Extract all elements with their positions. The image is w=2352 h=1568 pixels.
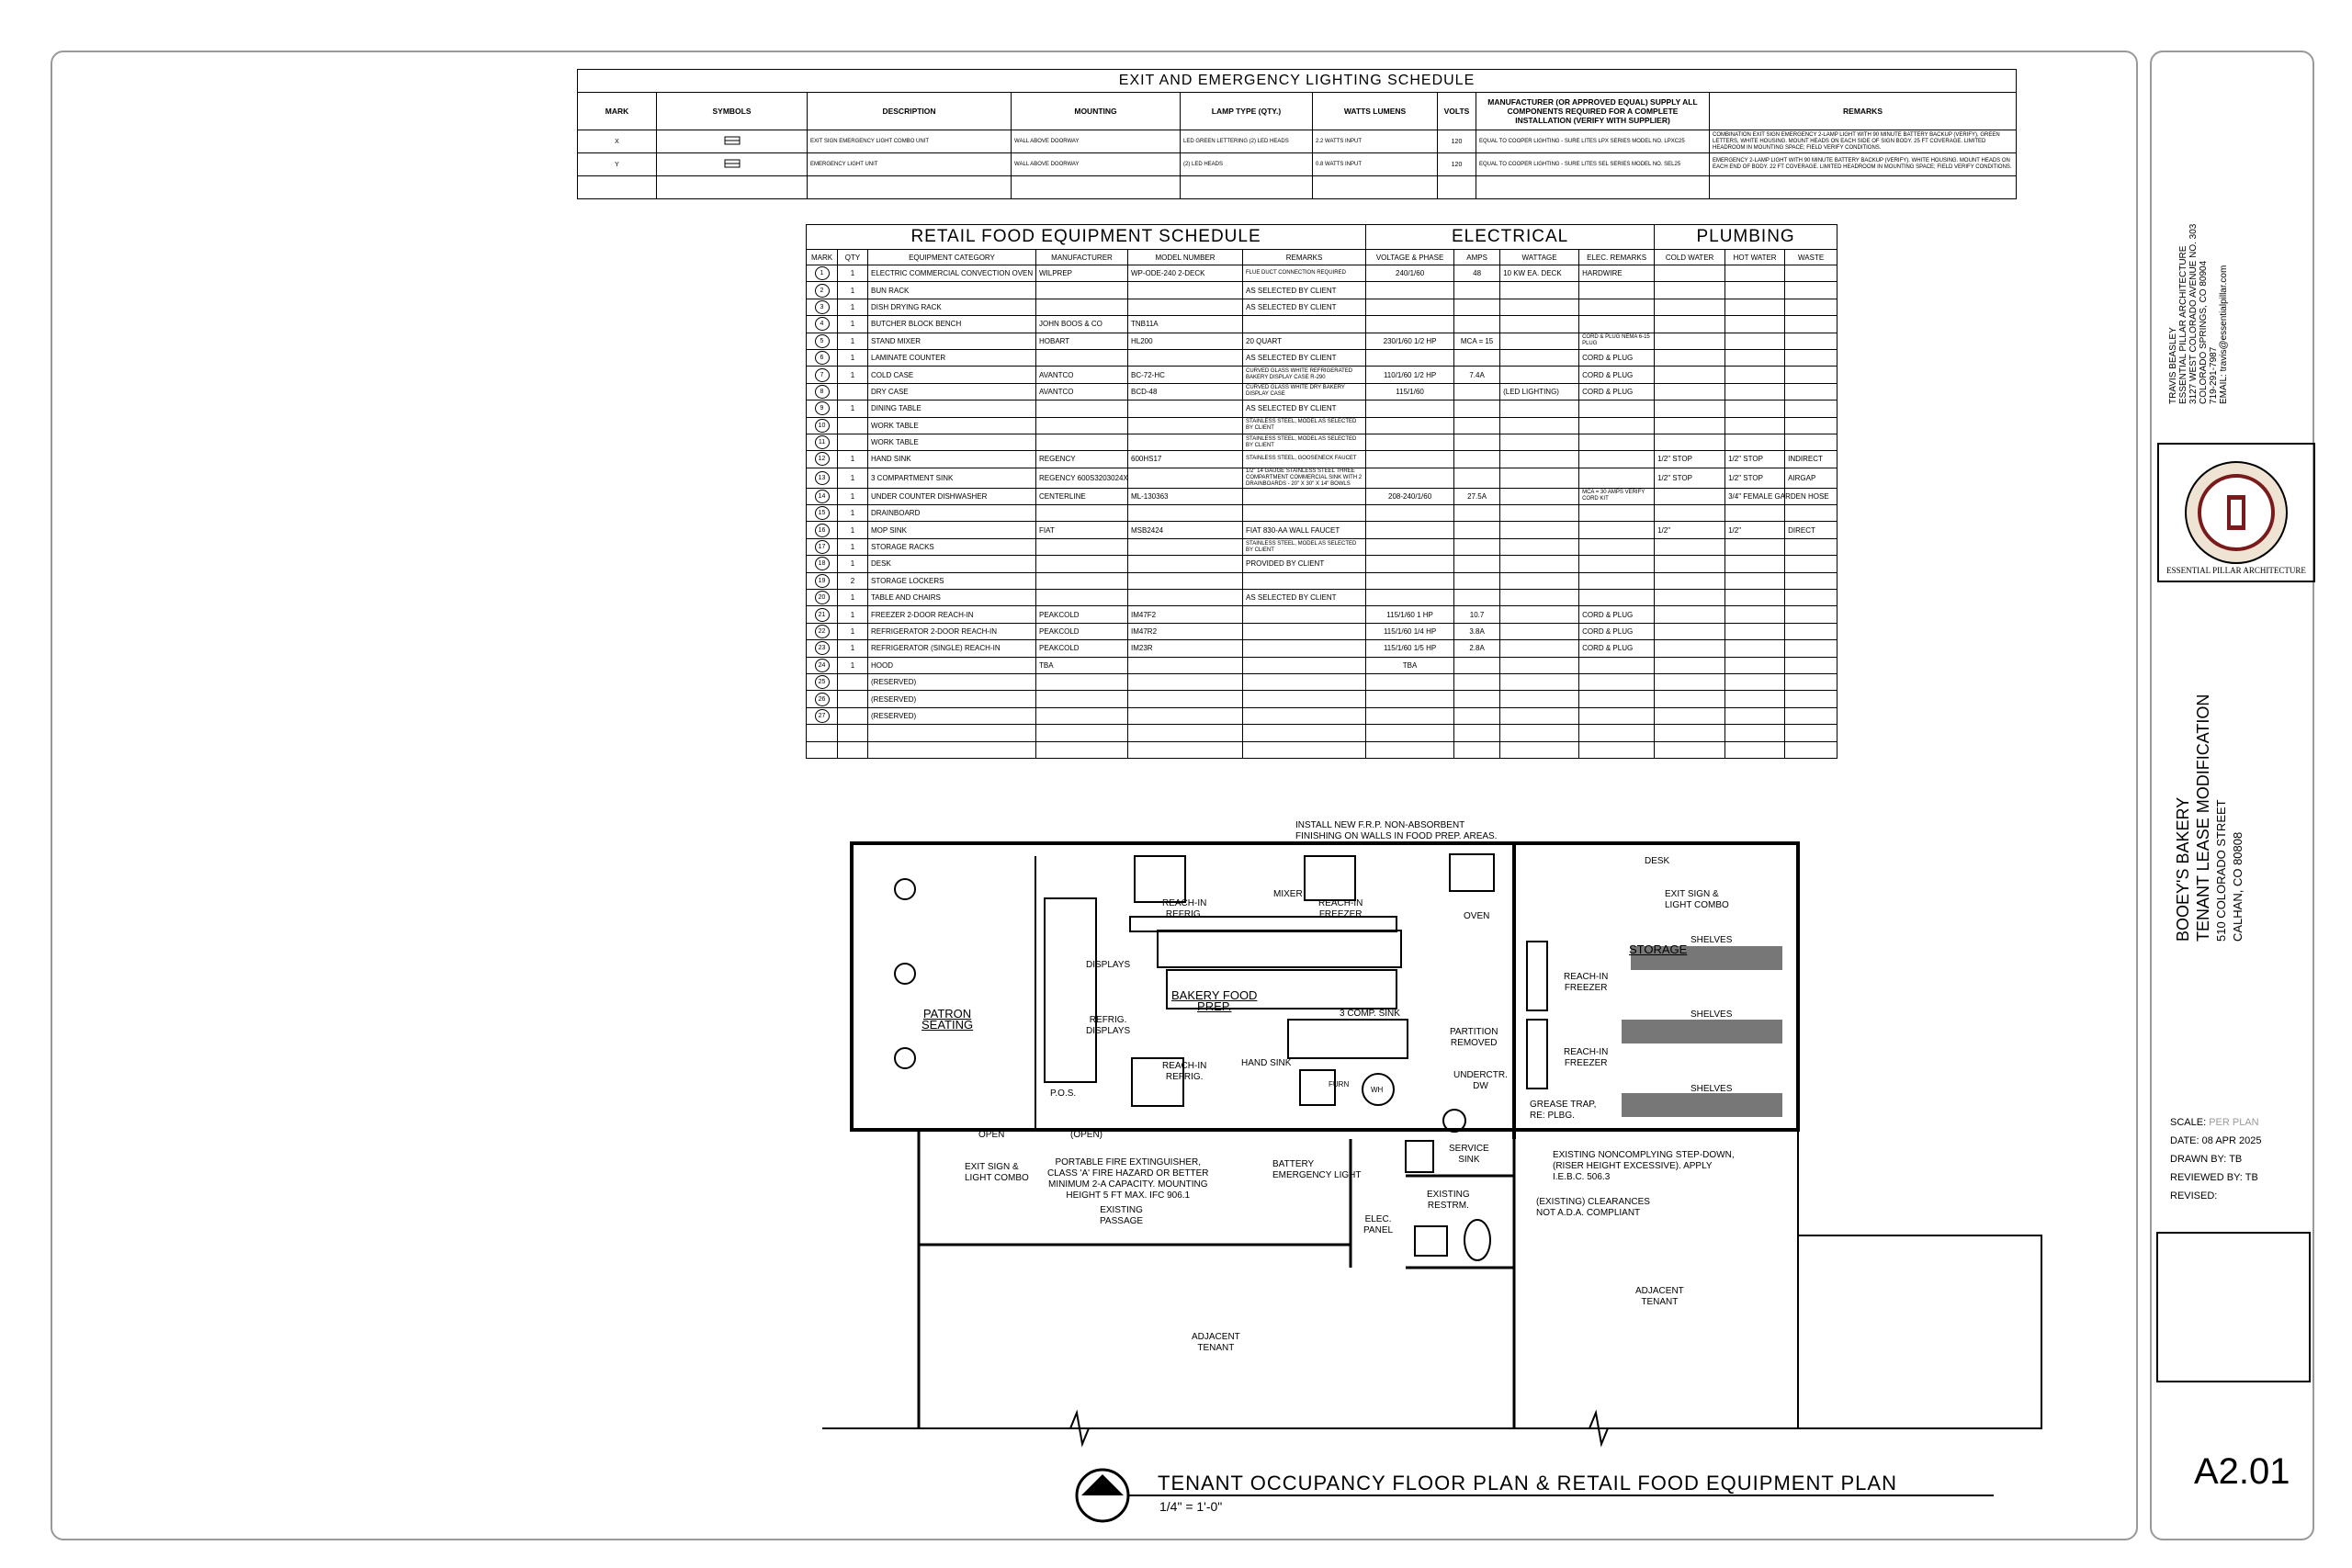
exit-cell-volts: 120 xyxy=(1438,153,1476,176)
equipment-mark: 15 xyxy=(815,506,830,520)
clearance-note: (EXISTING) CLEARANCES NOT A.D.A. COMPLIANT xyxy=(1536,1197,1650,1218)
exit-cell-mfr: EQUAL TO COOPER LIGHTING - SURE LITES LPX SERIES MODEL NO. LPXC25 xyxy=(1476,130,1710,153)
adjacent-building xyxy=(1798,1235,2041,1428)
electrical-title: ELECTRICAL xyxy=(1366,225,1655,250)
equipment-cell: 1 xyxy=(838,468,868,488)
refrig-displays-label: REFRIG. DISPLAYS xyxy=(1086,1015,1131,1036)
equipment-cell: CORD & PLUG xyxy=(1579,640,1655,657)
equipment-cell: 1 xyxy=(838,265,868,282)
equipment-cell: 1 xyxy=(838,451,868,468)
equipment-cell: AVANTCO xyxy=(1036,367,1128,383)
equipment-cell: 1 xyxy=(838,333,868,349)
equipment-cell: 2 xyxy=(838,572,868,589)
battery-light-note: BATTERY EMERGENCY LIGHT xyxy=(1272,1159,1362,1180)
food-header-cell: HOT WATER xyxy=(1725,250,1785,265)
equipment-cell: 1 xyxy=(838,282,868,299)
equipment-cell: AS SELECTED BY CLIENT xyxy=(1243,299,1366,315)
equipment-cell: 1 xyxy=(838,657,868,673)
equipment-mark: 1 xyxy=(815,266,830,280)
equipment-cell: 3.8A xyxy=(1454,623,1500,639)
equipment-cell: TBA xyxy=(1036,657,1128,673)
equipment-mark: 27 xyxy=(815,709,830,723)
equipment-cell: AS SELECTED BY CLIENT xyxy=(1243,590,1366,606)
equipment-cell: PEAKCOLD xyxy=(1036,640,1128,657)
equipment-cell: ML-130363 xyxy=(1128,488,1243,504)
equipment-cell: FIAT 830-AA WALL FAUCET xyxy=(1243,522,1366,538)
project-type: TENANT LEASE MODIFICATION xyxy=(2194,694,2212,942)
equipment-cell: CORD & PLUG xyxy=(1579,623,1655,639)
equipment-cell: (RESERVED) xyxy=(868,691,1036,707)
equipment-cell: CORD & PLUG xyxy=(1579,606,1655,623)
logo-frame xyxy=(2157,443,2315,582)
equipment-cell: AVANTCO xyxy=(1036,383,1128,400)
food-header-cell: ELEC. REMARKS xyxy=(1579,250,1655,265)
equipment-mark: 26 xyxy=(815,693,830,706)
equipment-cell: HOBART xyxy=(1036,333,1128,349)
three-comp-sink-label: 3 COMP. SINK xyxy=(1340,1009,1400,1019)
equipment-mark: 18 xyxy=(815,557,830,570)
equipment-cell: 3/4" FEMALE GARDEN HOSE xyxy=(1725,488,1785,504)
existing-passage-label: EXISTING PASSAGE xyxy=(1100,1205,1144,1226)
equipment-cell: UNDER COUNTER DISHWASHER xyxy=(868,488,1036,504)
equipment-cell: FREEZER 2-DOOR REACH-IN xyxy=(868,606,1036,623)
equipment-cell: STORAGE RACKS xyxy=(868,538,1036,555)
equipment-cell: 115/1/60 1 HP xyxy=(1366,606,1454,623)
equipment-cell: PEAKCOLD xyxy=(1036,606,1128,623)
reach-in-freezer-label-2: REACH-IN FREEZER xyxy=(1564,972,1609,993)
exit-combo-label-entry: EXIT SIGN & LIGHT COMBO xyxy=(965,1162,1029,1183)
storage-locker-1 xyxy=(1527,942,1547,1010)
equipment-cell: 115/1/60 xyxy=(1366,383,1454,400)
equipment-cell: DISH DRYING RACK xyxy=(868,299,1036,315)
equipment-mark: 16 xyxy=(815,524,830,537)
equipment-cell: 1/2" STOP xyxy=(1725,451,1785,468)
open-label-1: OPEN xyxy=(978,1130,1005,1140)
equipment-cell: 115/1/60 1/5 HP xyxy=(1366,640,1454,657)
extinguisher-note: PORTABLE FIRE EXTINGUISHER, CLASS 'A' FIRE HAZARD OR BETTER MINIMUM 2-A CAPACITY. MOUNTING HEIGHT 5 FT MAX. IFC 906.1 xyxy=(1047,1157,1209,1201)
reach-in-refrig-1 xyxy=(1135,856,1185,902)
equipment-mark: 19 xyxy=(815,574,830,588)
equipment-cell: MCA = 30 AMPS VERIFY CORD KIT xyxy=(1579,488,1655,504)
food-schedule-title: RETAIL FOOD EQUIPMENT SCHEDULE xyxy=(807,225,1366,250)
hand-sink-label: HAND SINK xyxy=(1241,1058,1292,1068)
three-comp-sink-fixture xyxy=(1288,1020,1408,1058)
work-table xyxy=(1158,931,1401,967)
project-info xyxy=(2173,694,2246,942)
exit-cell-desc: EXIT SIGN EMERGENCY LIGHT COMBO UNIT xyxy=(808,130,1012,153)
equipment-cell: AS SELECTED BY CLIENT xyxy=(1243,282,1366,299)
equipment-cell: CURVED GLASS WHITE REFRIGERATED BAKERY DISPLAY CASE R-290 xyxy=(1243,367,1366,383)
shelves-label-2: SHELVES xyxy=(1690,1010,1733,1020)
equipment-cell: BUTCHER BLOCK BENCH xyxy=(868,316,1036,333)
exit-header-cell: DESCRIPTION xyxy=(808,93,1012,130)
exit-cell-mount: WALL ABOVE DOORWAY xyxy=(1012,153,1181,176)
equipment-mark: 10 xyxy=(815,419,830,433)
food-header-cell: EQUIPMENT CATEGORY xyxy=(868,250,1036,265)
equipment-cell: AS SELECTED BY CLIENT xyxy=(1243,400,1366,417)
equipment-cell: TNB11A xyxy=(1128,316,1243,333)
equipment-cell: TBA xyxy=(1366,657,1454,673)
svg-text:ESSENTIAL PILLAR ARCHITECTURE: ESSENTIAL PILLAR ARCHITECTURE xyxy=(2166,566,2306,575)
equipment-cell: WORK TABLE xyxy=(868,434,1036,450)
firm-info: TRAVIS BEASLEY ESSENTIAL PILLAR ARCHITECTURE 3127 WEST COLORADO AVENUE NO. 303 COLORADO SPRINGS, CO 80904 719-291-7987 EMAIL: travis@essentialpillar.com xyxy=(2168,223,2229,404)
food-header-cell: MARK xyxy=(807,250,838,265)
equipment-cell: IM23R xyxy=(1128,640,1243,657)
equipment-cell: 1/2" STOP xyxy=(1655,451,1725,468)
equipment-cell: CORD & PLUG NEMA 6-15 PLUG xyxy=(1579,333,1655,349)
oven-label: OVEN xyxy=(1464,911,1490,921)
exit-cell-watts: 2.2 WATTS INPUT xyxy=(1313,130,1438,153)
stamp-box xyxy=(2156,1232,2311,1382)
equipment-cell: STAINLESS STEEL, GOOSENECK FAUCET xyxy=(1243,451,1366,468)
shelves-label-1: SHELVES xyxy=(1690,935,1733,945)
equipment-cell: DRAINBOARD xyxy=(868,505,1036,522)
equipment-mark: 20 xyxy=(815,591,830,604)
firm-logo-icon xyxy=(2159,445,2313,581)
exit-schedule-title: EXIT AND EMERGENCY LIGHTING SCHEDULE xyxy=(578,70,2017,93)
equipment-cell: CURVED GLASS WHITE DRY BAKERY DISPLAY CASE xyxy=(1243,383,1366,400)
equipment-cell: 1 xyxy=(838,299,868,315)
equipment-cell: 1 xyxy=(838,349,868,366)
equipment-cell: 3 COMPARTMENT SINK xyxy=(868,468,1036,488)
project-name: BOOEY'S BAKERY xyxy=(2174,796,2192,942)
adjacent-tenant-label-1: ADJACENT TENANT xyxy=(1192,1332,1240,1353)
equipment-cell: 1 xyxy=(838,538,868,555)
pos-label: P.O.S. xyxy=(1050,1089,1077,1099)
equipment-mark: 2 xyxy=(815,284,830,298)
equipment-cell: 240/1/60 xyxy=(1366,265,1454,282)
equipment-mark: 7 xyxy=(815,368,830,382)
equipment-cell: 1 xyxy=(838,488,868,504)
display-counter xyxy=(1045,898,1096,1082)
equipment-cell: 600HS17 xyxy=(1128,451,1243,468)
scale-value: PER PLAN xyxy=(2209,1117,2259,1128)
equipment-cell: 1 xyxy=(838,556,868,572)
equipment-cell: IM47F2 xyxy=(1128,606,1243,623)
equipment-cell: 1 xyxy=(838,522,868,538)
shelf-unit-2 xyxy=(1622,1020,1782,1043)
equipment-cell: FIAT xyxy=(1036,522,1128,538)
restroom-lavatory xyxy=(1415,1226,1447,1256)
exit-cell-remarks: COMBINATION EXIT SIGN EMERGENCY 2-LAMP LIGHT WITH 90 MINUTE BATTERY BACKUP (VERIFY), GREEN LETTERS, WHITE HOUSING. MOUNT HEADS ON EACH SIDE OF SIGN BODY. 25 FT COVERAGE. LIMITED HEADROOM IN MOUNTING SPACE; FIELD VERIFY CONDITIONS. xyxy=(1710,130,2017,153)
equipment-cell: BUN RACK xyxy=(868,282,1036,299)
equipment-cell: WORK TABLE xyxy=(868,417,1036,434)
equipment-cell: REGENCY xyxy=(1036,451,1128,468)
drawn-value: TB xyxy=(2229,1154,2243,1165)
equipment-cell: DRY CASE xyxy=(868,383,1036,400)
equipment-cell: WILPREP xyxy=(1036,265,1128,282)
grease-trap-note: GREASE TRAP, RE: PLBG. xyxy=(1530,1100,1597,1121)
equipment-cell: 10.7 xyxy=(1454,606,1500,623)
equipment-mark: 24 xyxy=(815,659,830,672)
food-header-cell: MANUFACTURER xyxy=(1036,250,1128,265)
equipment-cell: 7.4A xyxy=(1454,367,1500,383)
dining-table-2 xyxy=(895,964,915,984)
equipment-cell: STAINLESS STEEL, MODEL AS SELECTED BY CLIENT xyxy=(1243,417,1366,434)
frp-note: INSTALL NEW F.R.P. NON-ABSORBENT FINISHING ON WALLS IN FOOD PREP. AREAS. xyxy=(1295,820,1498,841)
food-header-cell: COLD WATER xyxy=(1655,250,1725,265)
plumbing-title: PLUMBING xyxy=(1655,225,1838,250)
sheet-number: A2.01 xyxy=(2194,1451,2290,1492)
open-label-2: (OPEN) xyxy=(1070,1130,1102,1140)
equipment-cell: ELECTRIC COMMERCIAL CONVECTION OVEN xyxy=(868,265,1036,282)
equipment-cell: 1 xyxy=(838,606,868,623)
equipment-cell: 2.8A xyxy=(1454,640,1500,657)
equipment-cell: IM47R2 xyxy=(1128,623,1243,639)
displays-label: DISPLAYS xyxy=(1086,960,1131,970)
equipment-cell: HOOD xyxy=(868,657,1036,673)
exit-cell-lamp: (2) LED HEADS xyxy=(1181,153,1313,176)
equipment-cell: HAND SINK xyxy=(868,451,1036,468)
bakery-prep-label: BAKERY FOOD PREP. xyxy=(1171,988,1258,1013)
equipment-mark: 5 xyxy=(815,334,830,348)
sheet-info: SCALE: PER PLAN DATE: 08 APR 2025 DRAWN BY: TB REVIEWED BY: TB REVISED: xyxy=(2170,1117,2262,1201)
equipment-cell: 10 KW EA. DECK xyxy=(1500,265,1579,282)
equipment-mark: 9 xyxy=(815,401,830,415)
project-address-2: CALHAN, CO 80808 xyxy=(2231,831,2245,942)
equipment-cell: 208-240/1/60 xyxy=(1366,488,1454,504)
equipment-cell: 1 xyxy=(838,367,868,383)
equipment-cell: 230/1/60 1/2 HP xyxy=(1366,333,1454,349)
equipment-cell: 1/2" 14 GAUGE STAINLESS STEEL THREE COMPARTMENT COMMERCIAL SINK WITH 2 DRAINBOARDS - 20" X 30" X 14" BOWLS xyxy=(1243,468,1366,488)
equipment-cell: 1/2" xyxy=(1655,522,1725,538)
equipment-cell: STAND MIXER xyxy=(868,333,1036,349)
equipment-mark: 17 xyxy=(815,540,830,554)
exit-cell-volts: 120 xyxy=(1438,130,1476,153)
equipment-cell: STORAGE LOCKERS xyxy=(868,572,1036,589)
equipment-cell: (RESERVED) xyxy=(868,707,1036,724)
equipment-cell: JOHN BOOS & CO xyxy=(1036,316,1128,333)
equipment-cell: HL200 xyxy=(1128,333,1243,349)
equipment-mark: 4 xyxy=(815,317,830,331)
exit-header-cell: REMARKS xyxy=(1710,93,2017,130)
equipment-cell: CORD & PLUG xyxy=(1579,367,1655,383)
equipment-mark: 25 xyxy=(815,675,830,689)
equipment-cell: FLUE DUCT CONNECTION REQUIRED xyxy=(1243,265,1366,282)
equipment-cell: REFRIGERATOR (SINGLE) REACH-IN xyxy=(868,640,1036,657)
equipment-cell: (LED LIGHTING) xyxy=(1500,383,1579,400)
equipment-cell: 1 xyxy=(838,505,868,522)
furn-label: FURN xyxy=(1329,1080,1350,1089)
exit-cell-mount: WALL ABOVE DOORWAY xyxy=(1012,130,1181,153)
equipment-cell: TABLE AND CHAIRS xyxy=(868,590,1036,606)
tenant-outer-wall xyxy=(852,843,1798,1130)
reach-in-freezer-1 xyxy=(1305,856,1355,900)
equipment-cell: WP-ODE-240 2-DECK xyxy=(1128,265,1243,282)
exit-header-cell: SYMBOLS xyxy=(657,93,808,130)
reach-in-freezer-label-3: REACH-IN FREEZER xyxy=(1564,1047,1609,1068)
exit-header-cell: MOUNTING xyxy=(1012,93,1181,130)
oven-fixture xyxy=(1450,854,1494,891)
shelf-unit-3 xyxy=(1622,1093,1782,1117)
exit-header-cell: WATTS LUMENS xyxy=(1313,93,1438,130)
equipment-cell: 110/1/60 1/2 HP xyxy=(1366,367,1454,383)
food-header-cell: QTY xyxy=(838,250,868,265)
plan-scale: 1/4" = 1'-0" xyxy=(1159,1499,1223,1514)
service-sink-fixture xyxy=(1406,1141,1433,1172)
equipment-cell: 1/2" STOP xyxy=(1655,468,1725,488)
equipment-cell: MOP SINK xyxy=(868,522,1036,538)
exit-cell-remarks: EMERGENCY 2-LAMP LIGHT WITH 90 MINUTE BATTERY BACKUP (VERIFY). WHITE HOUSING. MOUNT HEADS ON EACH END OF BODY. 22 FT COVERAGE. LIMITED HEADROOM IN MOUNTING SPACE; FIELD VERIFY CONDITIONS. xyxy=(1710,153,2017,176)
restroom-toilet xyxy=(1464,1220,1490,1260)
equipment-mark: 13 xyxy=(815,471,830,485)
elec-panel-label: ELEC. PANEL xyxy=(1363,1214,1394,1235)
food-header-cell: WATTAGE xyxy=(1500,250,1579,265)
storage-label: STORAGE xyxy=(1629,942,1688,956)
wh-label: WH xyxy=(1371,1086,1384,1094)
equipment-mark: 11 xyxy=(815,435,830,449)
equipment-cell: BC-72-HC xyxy=(1128,367,1243,383)
exit-cell-mfr: EQUAL TO COOPER LIGHTING - SURE LITES SEL SERIES MODEL NO. SEL25 xyxy=(1476,153,1710,176)
equipment-cell: AIRGAP xyxy=(1785,468,1838,488)
dining-table-1 xyxy=(895,879,915,899)
desk-label: DESK xyxy=(1645,856,1670,866)
equipment-cell: 1 xyxy=(838,316,868,333)
equipment-cell: BCD-48 xyxy=(1128,383,1243,400)
equipment-cell: STAINLESS STEEL, MODEL AS SELECTED BY CLIENT xyxy=(1243,538,1366,555)
equipment-cell: CORD & PLUG xyxy=(1579,349,1655,366)
equipment-cell: 48 xyxy=(1454,265,1500,282)
equipment-cell: REGENCY 600S3203024X xyxy=(1036,468,1128,488)
reviewed-value: TB xyxy=(2245,1172,2258,1183)
reach-in-refrig-label-1: REACH-IN REFRIG. xyxy=(1162,898,1207,919)
equipment-cell: DIRECT xyxy=(1785,522,1838,538)
equipment-cell: 1 xyxy=(838,590,868,606)
equipment-cell: (RESERVED) xyxy=(868,673,1036,690)
food-header-cell: WASTE xyxy=(1785,250,1838,265)
equipment-cell: PEAKCOLD xyxy=(1036,623,1128,639)
equipment-cell: 1/2" STOP xyxy=(1725,468,1785,488)
dining-table-3 xyxy=(895,1048,915,1068)
equipment-cell: MSB2424 xyxy=(1128,522,1243,538)
exit-cell-lamp: LED GREEN LETTERING (2) LED HEADS xyxy=(1181,130,1313,153)
storage-locker-2 xyxy=(1527,1020,1547,1089)
equipment-mark: 12 xyxy=(815,452,830,466)
plan-title: TENANT OCCUPANCY FLOOR PLAN & RETAIL FOOD EQUIPMENT PLAN xyxy=(1158,1472,1897,1495)
equipment-mark: 8 xyxy=(815,385,830,399)
equipment-mark: 21 xyxy=(815,608,830,622)
equipment-cell: REFRIGERATOR 2-DOOR REACH-IN xyxy=(868,623,1036,639)
equipment-cell: PROVIDED BY CLIENT xyxy=(1243,556,1366,572)
exit-cell-mark: X xyxy=(578,130,657,153)
project-address-1: 510 COLORADO STREET xyxy=(2214,799,2228,942)
food-header-cell: AMPS xyxy=(1454,250,1500,265)
equipment-cell: MCA = 15 xyxy=(1454,333,1500,349)
exit-cell-mark: Y xyxy=(578,153,657,176)
shelves-label-3: SHELVES xyxy=(1690,1084,1733,1094)
patron-seating-label: PATRON SEATING xyxy=(922,1007,974,1032)
exit-header-cell: MARK xyxy=(578,93,657,130)
equipment-cell: 20 QUART xyxy=(1243,333,1366,349)
reach-in-refrig-label-2: REACH-IN REFRIG. xyxy=(1162,1061,1207,1082)
equipment-cell: CORD & PLUG xyxy=(1579,383,1655,400)
equipment-mark: 6 xyxy=(815,351,830,365)
equipment-cell: 27.5A xyxy=(1454,488,1500,504)
date-value: 08 APR 2025 xyxy=(2201,1135,2262,1146)
equipment-cell: 1/2" xyxy=(1725,522,1785,538)
equipment-cell: LAMINATE COUNTER xyxy=(868,349,1036,366)
exit-header-cell: MANUFACTURER (OR APPROVED EQUAL) SUPPLY ALL COMPONENTS REQUIRED FOR A COMPLETE INSTALLATION (VERIFY WITH SUPPLIER) xyxy=(1476,93,1710,130)
equipment-cell: 1 xyxy=(838,400,868,417)
exit-cell-watts: 0.8 WATTS INPUT xyxy=(1313,153,1438,176)
equipment-cell: HARDWIRE xyxy=(1579,265,1655,282)
equipment-mark: 22 xyxy=(815,625,830,638)
adjacent-tenant-label-2: ADJACENT TENANT xyxy=(1635,1286,1684,1307)
equipment-cell: 1 xyxy=(838,640,868,657)
existing-restroom-label: EXISTING RESTRM. xyxy=(1427,1190,1470,1211)
food-header-cell: VOLTAGE & PHASE xyxy=(1366,250,1454,265)
underctr-dw-label: UNDERCTR. DW xyxy=(1453,1070,1508,1091)
equipment-cell: DESK xyxy=(868,556,1036,572)
exit-cell-desc: EMERGENCY LIGHT UNIT xyxy=(808,153,1012,176)
equipment-mark: 3 xyxy=(815,300,830,314)
exit-combo-label-storage: EXIT SIGN & LIGHT COMBO xyxy=(1665,889,1729,910)
equipment-cell: 1 xyxy=(838,623,868,639)
equipment-mark: 14 xyxy=(815,490,830,503)
partition-removed-label: PARTITION REMOVED xyxy=(1450,1027,1498,1048)
equipment-cell: INDIRECT xyxy=(1785,451,1838,468)
exit-header-cell: LAMP TYPE (QTY.) xyxy=(1181,93,1313,130)
equipment-cell: 115/1/60 1/4 HP xyxy=(1366,623,1454,639)
reach-in-freezer-label-1: REACH-IN FREEZER xyxy=(1318,898,1363,919)
equipment-cell: COLD CASE xyxy=(868,367,1036,383)
equipment-cell: DINING TABLE xyxy=(868,400,1036,417)
equipment-cell: CENTERLINE xyxy=(1036,488,1128,504)
equipment-cell: STAINLESS STEEL, MODEL AS SELECTED BY CLIENT xyxy=(1243,434,1366,450)
equipment-cell: AS SELECTED BY CLIENT xyxy=(1243,349,1366,366)
equipment-mark: 23 xyxy=(815,641,830,655)
exit-header-cell: VOLTS xyxy=(1438,93,1476,130)
step-down-note: EXISTING NONCOMPLYING STEP-DOWN, (RISER HEIGHT EXCESSIVE). APPLY I.E.B.C. 506.3 xyxy=(1553,1150,1735,1182)
mixer-label: MIXER xyxy=(1273,889,1303,899)
service-sink-label: SERVICE SINK xyxy=(1449,1144,1489,1165)
food-header-cell: REMARKS xyxy=(1243,250,1366,265)
food-header-cell: MODEL NUMBER xyxy=(1128,250,1243,265)
